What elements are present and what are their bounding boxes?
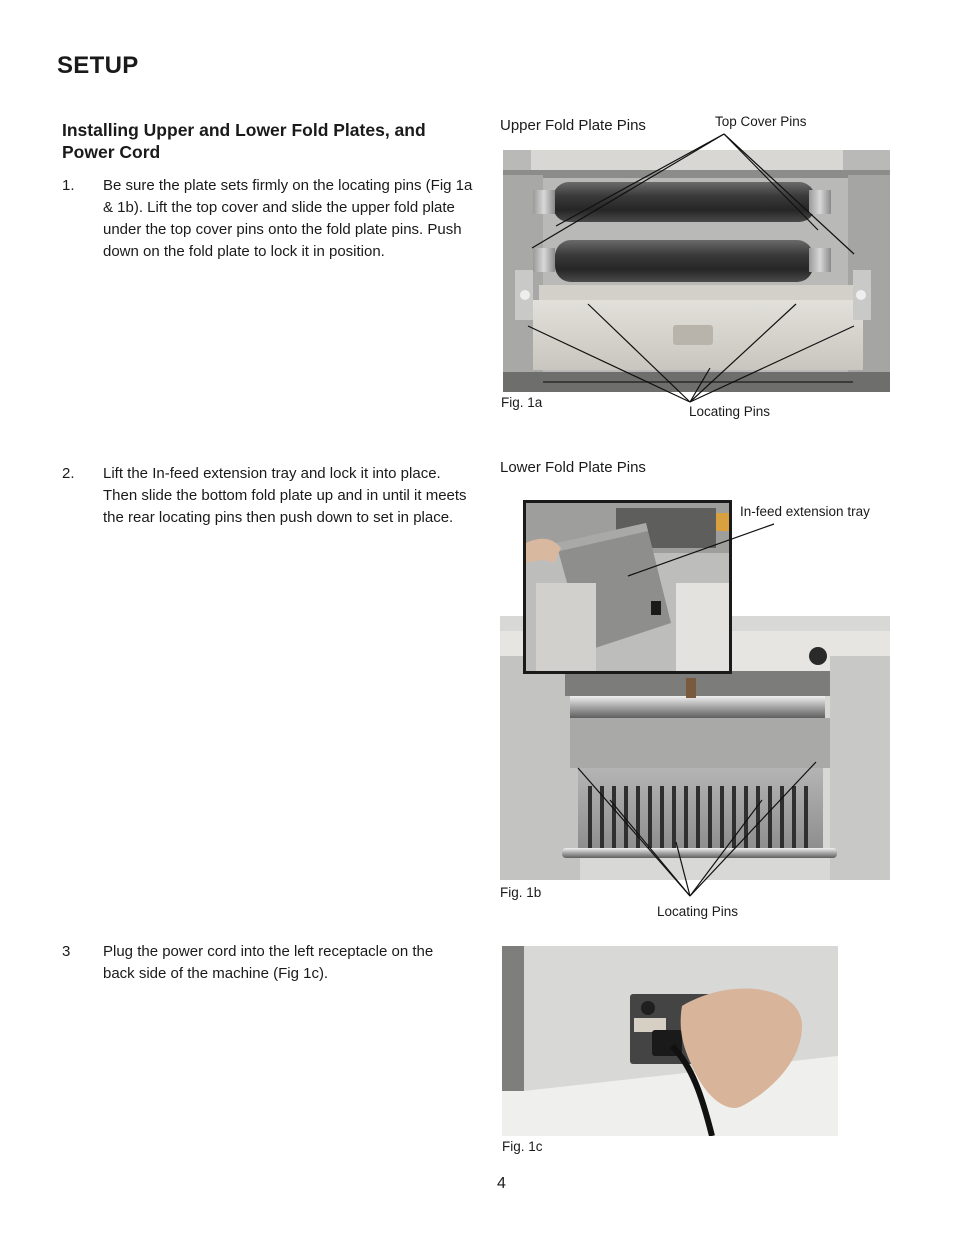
fig1a-callout-top-cover-pins: Top Cover Pins (715, 114, 807, 129)
fig1c-caption: Fig. 1c (502, 1139, 543, 1154)
fig1c-photo (502, 946, 838, 1136)
fig1b-callout-infeed-tray: In-feed extension tray (740, 504, 870, 519)
step-number-2: 2. (62, 465, 75, 482)
fig1c-power-cord-illustration (502, 946, 838, 1136)
step-number-1: 1. (62, 177, 75, 194)
fig1a-callout-locating-pins: Locating Pins (689, 404, 771, 419)
step-text-1: Be sure the plate sets firmly on the locating pins (Fig 1a & 1b). Lift the top cover and slide the upper fold plate under the top cover pins onto the fold plate pins. Push down on the fold plate to lock it in position. (103, 177, 473, 260)
fig1a-caption: Fig. 1a (501, 395, 543, 410)
step-text-3: Plug the power cord into the left receptacle on the back side of the machine (Fig 1c). (103, 943, 434, 982)
page-number: 4 (497, 1175, 506, 1192)
fig1b-callout-lines (500, 500, 890, 900)
fig1a-callout-lines (500, 130, 890, 410)
step-text-2: Lift the In-feed extension tray and lock it into place. Then slide the bottom fold plate up and in until it meets the rear locating pins then push down to set in place. (103, 465, 467, 526)
fig1a-heading: Upper Fold Plate Pins (500, 117, 646, 134)
section-title: Installing Upper and Lower Fold Plates, and Power Cord (62, 120, 426, 162)
page-title: SETUP (57, 52, 139, 79)
fig1b-caption: Fig. 1b (500, 885, 542, 900)
fig1b-heading: Lower Fold Plate Pins (500, 459, 646, 476)
fig1b-callout-locating-pins: Locating Pins (657, 904, 739, 919)
step-number-3: 3 (62, 943, 71, 960)
